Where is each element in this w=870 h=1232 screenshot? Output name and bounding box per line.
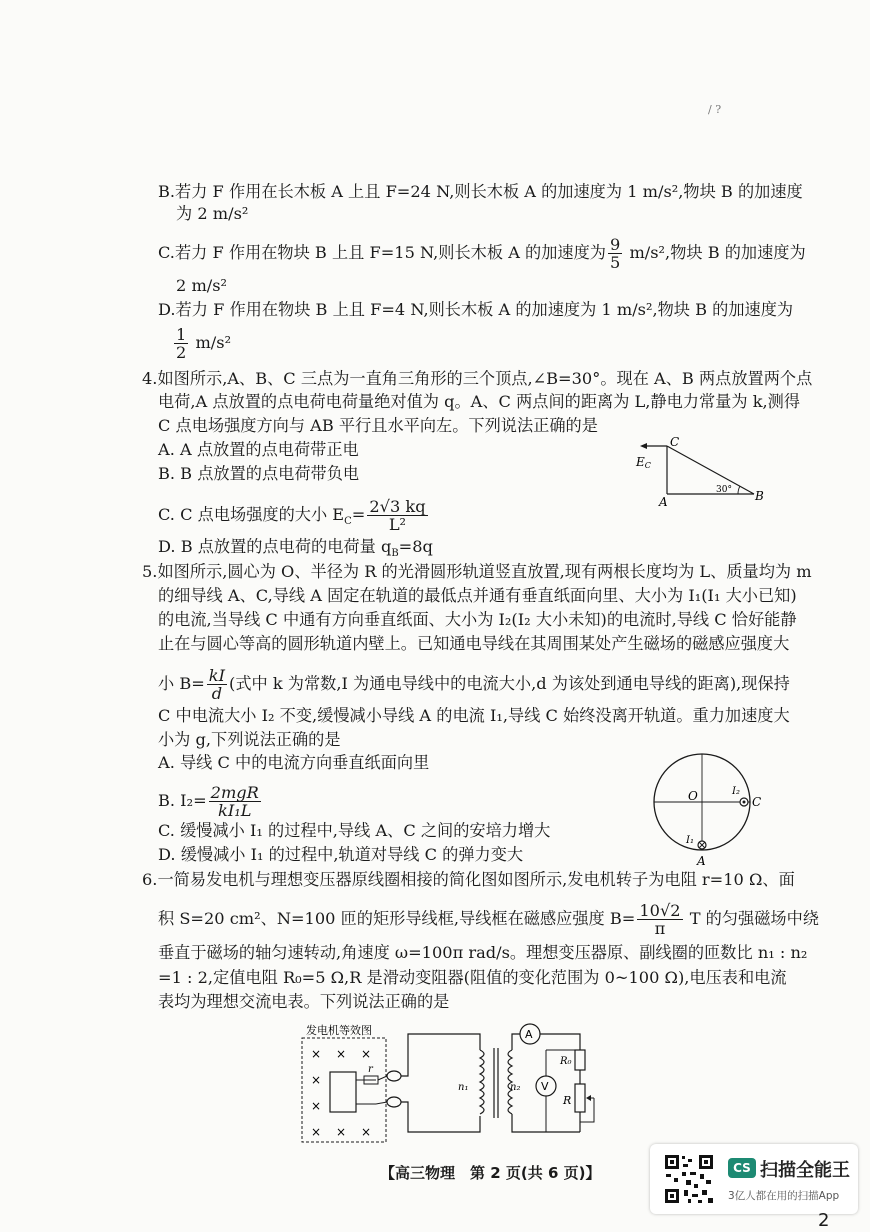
q6-stem-line5: 表均为理想交流电表。下列说法正确的是 <box>158 992 450 1011</box>
page-footer: 【高三物理 第 2 页(共 6 页)】 <box>380 1164 601 1182</box>
qr-code-icon <box>664 1154 714 1204</box>
q4-stem-line2: 电荷,A 点放置的点电荷电荷量绝对值为 q。A、C 两点间的距离为 L,静电力常量为 k,测得 <box>158 392 801 411</box>
q5-circle-figure <box>648 752 768 870</box>
q3-option-b-line1: B.若力 F 作用在长木板 A 上且 F=24 N,则长木板 A 的加速度为 1 m/s²,物块 B 的加速度 <box>158 182 803 201</box>
q5-option-a: A. 导线 C 中的电流方向垂直纸面向里 <box>158 753 430 772</box>
q5-option-c: C. 缓慢减小 I₁ 的过程中,导线 A、C 之间的安培力增大 <box>158 821 551 840</box>
q4-label-angle: 30° <box>716 485 732 495</box>
q5-stem-line6: C 中电流大小 I₂ 不变,缓慢减小导线 A 的电流 I₁,导线 C 始终没离开轨道。重力加速度大 <box>158 706 790 725</box>
q5-label-a: A <box>697 854 706 868</box>
q6-ammeter-label: A <box>525 1028 533 1041</box>
q5-label-i1: I₁ <box>686 835 694 846</box>
q4-label-c: C <box>670 436 680 449</box>
magnetic-field-crosses <box>311 1047 371 1139</box>
svg-text:×: × <box>311 1047 322 1061</box>
q5-stem-line4: 止在与圆心等高的圆形轨道内壁上。已知通电导线在其周围某处产生磁场的磁感应强度大 <box>158 634 790 653</box>
q6-label-r0: R₀ <box>560 1056 572 1067</box>
q5-option-d: D. 缓慢减小 I₁ 的过程中,轨道对导线 C 的弹力变大 <box>158 845 524 864</box>
q3-option-d-line1: D.若力 F 作用在物块 B 上且 F=4 N,则长木板 A 的加速度为 1 m/s²,物块 B 的加速度为 <box>158 300 794 319</box>
q6-stem-line3: 垂直于磁场的轴匀速转动,角速度 ω=100π rad/s。理想变压器原、副线圈的匝数比 n₁ : n₂ <box>158 943 808 962</box>
q6-stem-line2: 积 S=20 cm²、N=100 匝的矩形导线框,导线框在磁感应强度 B= $\frac{10√2}{\pi}$ T 的匀强磁场中绕 <box>158 901 819 938</box>
q6-generator-title: 发电机等效图 <box>306 1024 372 1037</box>
q5-label-c: C <box>752 795 762 809</box>
svg-text:×: × <box>311 1099 322 1113</box>
q3-c-fraction: $\frac{9}{5}$ <box>609 235 621 272</box>
q4-option-a: A. A 点放置的点电荷带正电 <box>158 440 359 459</box>
q3-option-d-line2: $\frac{1}{2}$ m/s² <box>176 325 232 362</box>
q4-label-ec: EC <box>636 455 651 470</box>
q5-stem-line1: 5.如图所示,圆心为 O、半径为 R 的光滑圆形轨道竖直放置,现有两根长度均为 L、质量均为 m <box>142 562 812 581</box>
header-mark: / ? <box>708 103 722 116</box>
q6-label-n1: n₁ <box>458 1082 469 1093</box>
q5-stem-line5: 小 B= $\frac{kI}{d}$ (式中 k 为常数,I 为通电导线中的电流大小,d 为该处到通电导线的距离),现保持 <box>158 666 790 703</box>
q3-d-fraction: $\frac{1}{2}$ <box>176 325 187 362</box>
q4-triangle-figure <box>630 436 770 514</box>
q6-voltmeter-label: V <box>541 1080 549 1093</box>
svg-text:×: × <box>361 1125 372 1139</box>
q4-option-c: C. C 点电场强度的大小 $E_C=$ $\frac{2√3 kq}{\text{L²}}$ <box>158 497 426 534</box>
q3-option-c-line2: 2 m/s² <box>176 276 228 295</box>
q4-c-fraction: $\frac{2√3 kq}{\text{L²}}$ <box>369 497 426 534</box>
q4-option-d: D. B 点放置的点电荷的电荷量 $q_B=8q$ <box>158 537 433 560</box>
q5-label-o: O <box>688 789 698 803</box>
q6-label-r-rheostat: R <box>563 1094 572 1107</box>
page-number: 2 <box>818 1210 830 1231</box>
camscanner-badge <box>650 1144 858 1214</box>
q5-label-i2: I₂ <box>732 786 740 797</box>
camscanner-logo-icon: CS <box>728 1158 756 1178</box>
svg-text:×: × <box>336 1125 347 1139</box>
q5-b-fraction: $\frac{kI}{d}$ <box>208 666 226 703</box>
camscanner-brand: 扫描全能王 <box>760 1160 850 1181</box>
q5-option-b-fraction: $\frac{\text{2mgR}}{\text{kI₁L}}$ <box>210 783 259 820</box>
q4-stem-line1: 4.如图所示,A、B、C 三点为一直角三角形的三个顶点,∠B=30°。现在 A、B 两点放置两个点 <box>142 369 813 388</box>
q6-label-r: r <box>368 1064 373 1075</box>
q6-stem-line4: =1 : 2,定值电阻 R₀=5 Ω,R 是滑动变阻器(阻值的变化范围为 0~100 Ω),电压表和电流 <box>158 968 787 987</box>
svg-text:×: × <box>336 1047 347 1061</box>
q4-option-b: B. B 点放置的点电荷带负电 <box>158 464 360 483</box>
q6-stem-line1: 6.一简易发电机与理想变压器原线圈相接的简化图如图所示,发电机转子为电阻 r=10 Ω、面 <box>142 870 795 889</box>
svg-text:×: × <box>311 1073 322 1087</box>
svg-text:×: × <box>311 1125 322 1139</box>
q3-option-c-line1: C.若力 F 作用在物块 B 上且 F=15 N,则长木板 A 的加速度为 $\frac{9}{5}$ m/s²,物块 B 的加速度为 <box>158 235 806 272</box>
q5-stem-line2: 的细导线 A、C,导线 A 固定在轨道的最低点并通有垂直纸面向里、大小为 I₁(I₁ 大小已知) <box>158 586 797 605</box>
q5-stem-line7: 小为 g,下列说法正确的是 <box>158 730 341 749</box>
camscanner-slogan: 3亿人都在用的扫描App <box>728 1190 840 1202</box>
svg-text:×: × <box>361 1047 372 1061</box>
q5-option-b: B. I₂= $\frac{\text{2mgR}}{\text{kI₁L}}$ <box>158 783 259 820</box>
q6-circuit-figure <box>298 1020 608 1148</box>
q5-stem-line3: 的电流,当导线 C 中通有方向垂直纸面、大小为 I₂(I₂ 大小未知)的电流时,导线 C 恰好能静 <box>158 610 797 629</box>
q6-b-fraction: $\frac{10√2}{\pi}$ <box>639 901 681 938</box>
q4-label-a: A <box>659 495 668 509</box>
q4-stem-line3: C 点电场强度方向与 AB 平行且水平向左。下列说法正确的是 <box>158 416 598 435</box>
q6-label-n2: n₂ <box>510 1082 521 1093</box>
q3-option-b-line2: 为 2 m/s² <box>176 204 249 223</box>
q4-label-b: B <box>755 489 764 503</box>
